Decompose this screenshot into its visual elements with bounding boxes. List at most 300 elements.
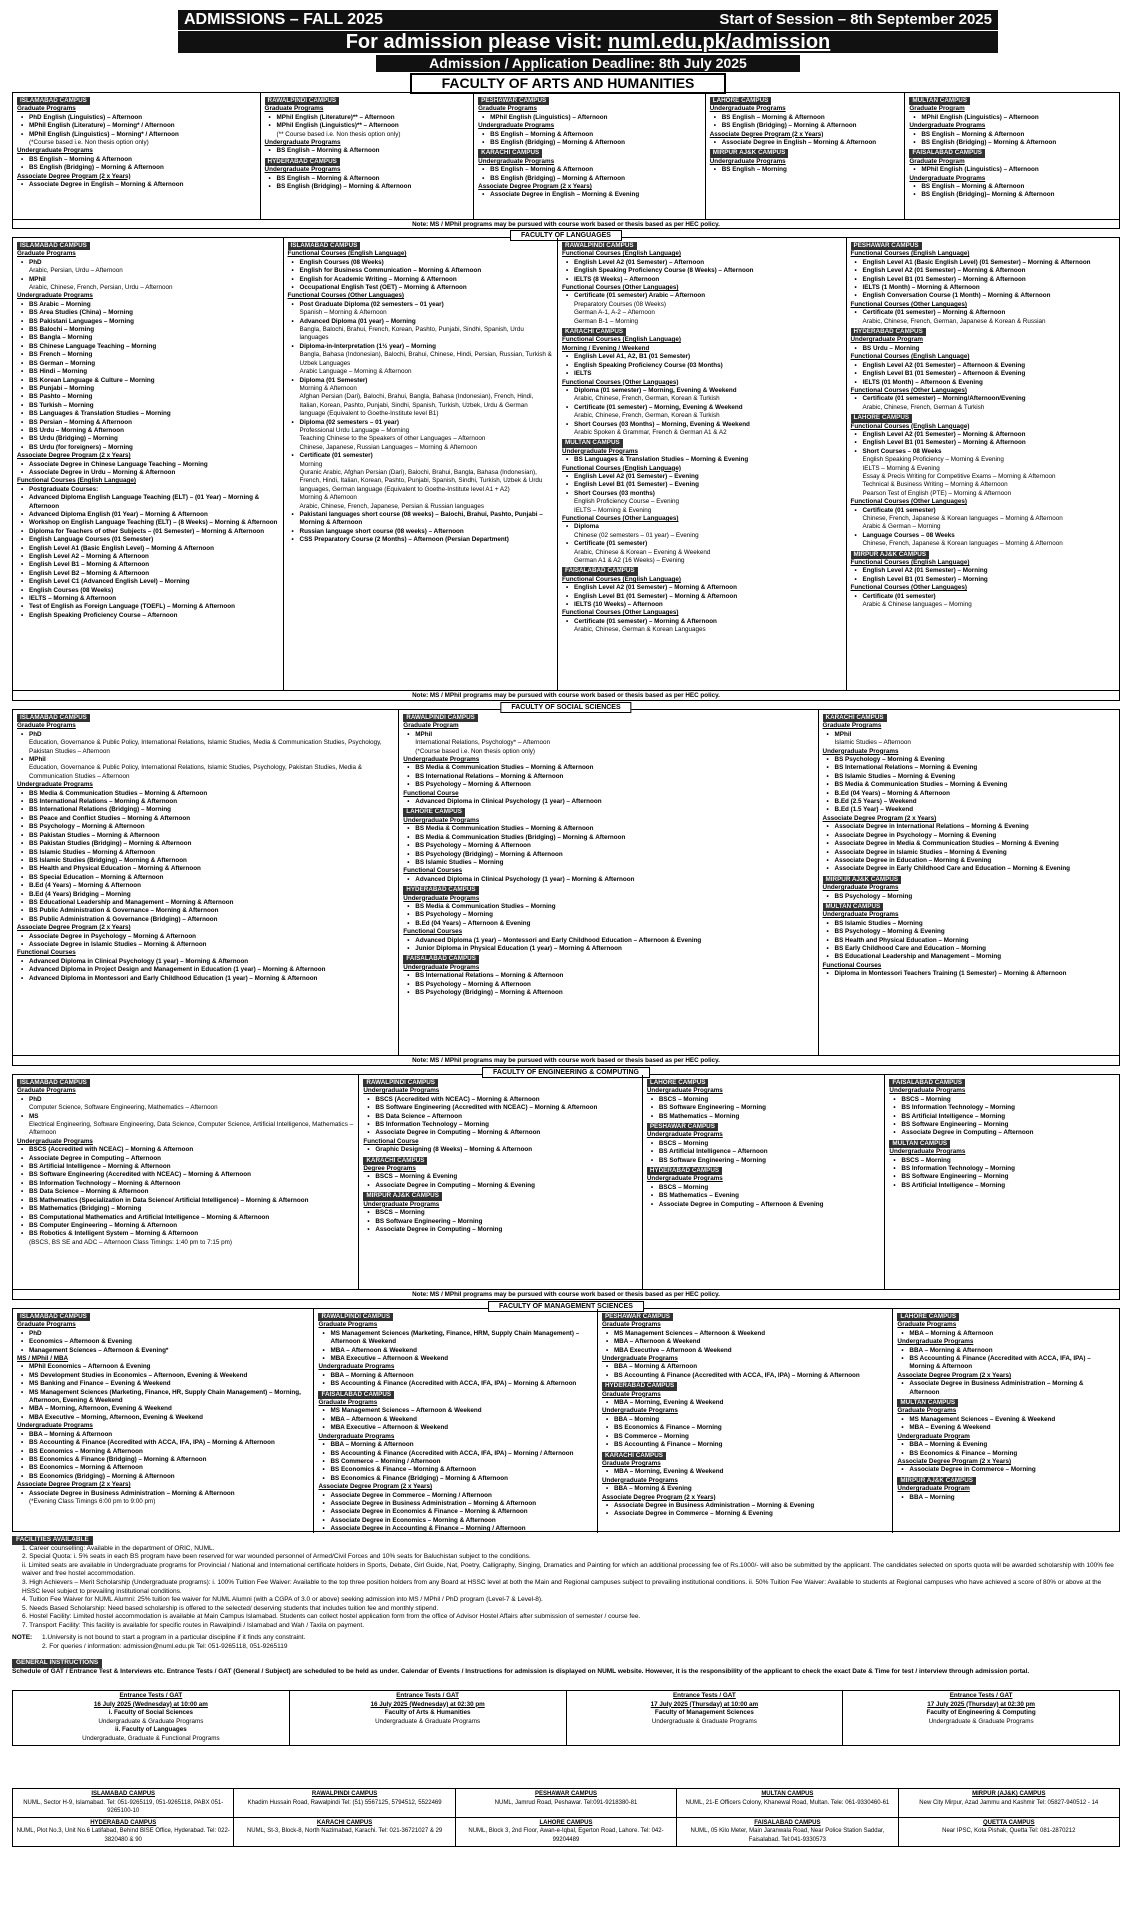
program-item: • BS Korean Language & Culture – Morning [17, 377, 279, 385]
program-item: • English Level B1 (01 Semester) – Afternoon & Evening [851, 370, 1116, 378]
program-item: • Associate Degree in Computing – Morning [363, 1226, 637, 1234]
test-slot [843, 1691, 1120, 1746]
program-item: • BS Islamic Studies – Morning & Afternoon [17, 849, 394, 857]
program-item: • BS Punjabi – Morning [17, 385, 279, 393]
section-languages [12, 232, 1120, 701]
arts-column [13, 93, 261, 219]
program-item: • English Level A2 (01 Semester) – Morning & Afternoon [851, 431, 1116, 439]
program-category: Undergraduate Programs [822, 884, 899, 892]
campus-heading: MULTAN CAMPUS [889, 1140, 950, 1148]
program-category: Graduate Program [909, 105, 965, 113]
program-item: • BSCS – Morning & Evening [363, 1173, 637, 1181]
program-item: • BS Area Studies (China) – Morning [17, 309, 279, 317]
program-item: • BSCS – Morning [889, 1096, 1115, 1104]
section-engineering [12, 1069, 1120, 1300]
program-item: • MPhil [17, 276, 279, 284]
program-item: • BBA – Morning [897, 1494, 1115, 1502]
program-item: • Associate Degree in English – Morning & Afternoon [17, 181, 256, 189]
program-item: • B.Ed (4 Years) Bridging – Morning [17, 891, 394, 899]
program-item: • Associate Degree in Islamic Studies – Morning & Afternoon [17, 941, 394, 949]
program-item: • BS English – Morning & Afternoon [265, 147, 470, 155]
program-item: • BS Urdu (for foreigners) – Morning [17, 444, 279, 452]
program-item: • BS Public Administration & Governance (Bridging) – Afternoon [17, 916, 394, 924]
program-item: • Diploma in Montessori Teachers Training (1 Semester) – Morning & Afternoon [823, 970, 1115, 978]
campus-heading: FAISALABAD CAMPUS [909, 149, 985, 157]
campus-heading: MIRPUR AJ&K CAMPUS [710, 149, 789, 157]
campus-contact [13, 1789, 234, 1818]
program-item: • English Level B1 (01 Semester) – Morning & Afternoon [851, 276, 1116, 284]
program-item: • BS Computer Engineering – Morning & Afternoon [17, 1222, 354, 1230]
facility-item: 1. Career counselling: Available in the department of ORIC, NUML. [22, 1544, 215, 1552]
languages-title: FACULTY OF LANGUAGES [510, 230, 622, 241]
program-category: Associate Degree Program (2 x Years) [601, 1493, 716, 1501]
program-detail: IELTS – Morning & Evening [862, 464, 940, 472]
program-category: Functional Courses (Other Languages) [850, 386, 968, 394]
program-item: • BS International Relations – Morning & Afternoon [403, 972, 813, 980]
program-detail: Pearson Test of English (PTE) – Morning & Afternoon [862, 489, 1012, 497]
program-item: • BS Software Engineering – Morning [647, 1104, 881, 1112]
program-item: • BS Mathematics (Bridging) – Morning [17, 1205, 354, 1213]
program-category: Graduate Programs [897, 1407, 957, 1415]
arts-column [261, 93, 475, 219]
program-item: • BS Health and Physical Education – Morning & Afternoon [17, 865, 394, 873]
campus-contact [677, 1789, 898, 1818]
program-item: • BS English (Bridging) – Morning & Afternoon [710, 122, 901, 130]
program-category: Associate Degree Program (2 x Years) [17, 1481, 131, 1489]
program-item: • BSCS – Morning [647, 1096, 881, 1104]
program-item: • Associate Degree in Commerce – Morning / Afternoon [318, 1492, 592, 1500]
general-title: GENERAL INSTRUCTIONS [12, 1659, 102, 1668]
test-s1: Undergraduate & Graduate Programs [375, 1717, 481, 1725]
program-category: Functional Courses (Other Languages) [850, 584, 968, 592]
program-item: • MS [17, 1113, 354, 1121]
program-category: Morning / Evening / Weekend [562, 344, 650, 352]
program-item: • English Speaking Proficiency Course – Afternoon [17, 612, 279, 620]
program-item: • English Speaking Proficiency Course (8 Weeks) – Afternoon [562, 267, 841, 275]
program-item: • BS Software Engineering – Morning [363, 1218, 637, 1226]
campus-heading: HYDERABAD CAMPUS [403, 886, 478, 894]
program-item: • MS Management Sciences (Marketing, Finance, HR, Supply Chain Management) – Morning, Afternoon, Evening & Weekend [17, 1389, 309, 1406]
program-category: Functional Course [363, 1137, 419, 1145]
campus-heading: LAHORE CAMPUS [403, 808, 465, 816]
program-item: • Certificate (01 semester) [851, 507, 1116, 515]
facilities-title: FACILITIES AVAILABLE [12, 1536, 93, 1545]
program-item: • BS English (Bridging) – Morning & Afternoon [478, 139, 701, 147]
program-item: • Associate Degree in Computing – Morning & Evening [363, 1182, 637, 1190]
program-detail: Arabic, Persian, Urdu – Afternoon [29, 267, 123, 275]
management-column [13, 1309, 314, 1533]
program-item: • BSCS – Morning [363, 1209, 637, 1217]
program-item: • BS Pashto – Morning [17, 393, 279, 401]
program-category: Undergraduate Programs [17, 147, 93, 155]
test-f1: i. Faculty of Social Sciences [108, 1709, 194, 1717]
program-item: • MBA – Afternoon & Weekend [318, 1416, 592, 1424]
test-d: 16 July 2025 (Wednesday) at 02:30 pm [370, 1700, 485, 1708]
program-item: • English for Business Communication – Morning & Afternoon [288, 267, 554, 275]
program-item: • English Level A2 (01 Semester) – Evening [562, 473, 841, 481]
facility-item: ii. Limited seats are available in Undergraduate programs for Provincial / National and International certificate holders in Sports, Debate, Girl Guide, Nat, Poetry, Calligraphy, Singing, Dramatics and Painting for which an additional processing fee of Rs.1000/- will also be submitted by the applicant. The candidates selected on sports quota will be awarded scholarship with 100% fee waiver and free hostel accommodation. [22, 1561, 1114, 1578]
program-item: • English Level A2 – Morning & Afternoon [17, 553, 279, 561]
languages-note: Note: MS / MPhil programs may be pursued with course work based or thesis based as per HEC policy. [13, 690, 1119, 701]
program-item: • BS German – Morning [17, 360, 279, 368]
program-item: • Certificate (01 semester) – Morning, Evening & Weekend [562, 404, 841, 412]
program-item: • English Level B1 (01 Semester) – Morning [851, 576, 1116, 584]
program-item: • BS English – Morning & Afternoon [909, 131, 1115, 139]
program-item: • English Language Courses (01 Semester) [17, 536, 279, 544]
program-item: • Diploma for Teachers of other Subjects – (01 Semester) – Morning & Afternoon [17, 528, 279, 536]
facility-item: 6. Hostel Facility: Limited hostel accommodation is available at Main Campus Islamabad. Students can collect hostel application form from the office of Advisor Hostel Affairs after submission of semester / course fee. [22, 1613, 641, 1621]
program-item: • BS International Relations – Morning & Evening [823, 764, 1115, 772]
program-item: • Junior Diploma in Physical Education (1 year) – Morning & Afternoon [403, 945, 813, 953]
program-category: Associate Degree Program (2 x Years) [897, 1371, 1012, 1379]
program-item: • Short Courses (03 months) [562, 490, 841, 498]
test-slot [289, 1691, 566, 1746]
program-category: Undergraduate Programs [909, 174, 986, 182]
section-social-sciences [12, 704, 1120, 1066]
program-detail: (** Course based i.e. Non thesis option only) [276, 130, 401, 138]
facility-item: 2. Special Quota: i. 5% seats in each BS program have been reserved for war wounded personnel of Armed/Civil Forces and 10% seats for Baluchistan subject to the conditions. [22, 1553, 531, 1561]
campus-heading: ISLAMABAD CAMPUS [17, 242, 90, 250]
management-column [598, 1309, 893, 1533]
campus-contact [898, 1789, 1119, 1818]
program-item: • BS Psychology – Morning [403, 911, 813, 919]
management-column [314, 1309, 597, 1533]
program-category: Undergraduate Programs [822, 747, 899, 755]
program-category: Graduate Programs [17, 722, 76, 730]
note-2: 2. For queries / information: admission@numl.edu.pk Tel: 051-9265118, 051-9265119 [42, 1642, 288, 1650]
test-d: 16 July 2025 (Wednesday) at 10:00 am [93, 1700, 208, 1708]
program-item: • MBA – Morning, Evening & Weekend [602, 1399, 888, 1407]
program-item: • Associate Degree in Psychology – Morning & Afternoon [17, 933, 394, 941]
program-item: • Advanced Diploma in Project Design and Management in Education (1 year) – Morning & Afternoon [17, 966, 394, 974]
program-item: • MPhil English (Linguistics) – Afternoon [909, 114, 1115, 122]
program-category: Functional Courses (Other Languages) [562, 284, 679, 292]
program-item: • BS Software Engineering – Morning [889, 1121, 1115, 1129]
program-category: Graduate Programs [601, 1459, 661, 1467]
campus-heading: ISLAMABAD CAMPUS [288, 242, 361, 250]
program-item: • BS Psychology (Bridging) – Morning & Afternoon [403, 851, 813, 859]
program-item: • Graphic Designing (8 Weeks) – Morning & Afternoon [363, 1146, 637, 1154]
faculty-arts-title: FACULTY OF ARTS AND HUMANITIES [410, 73, 726, 94]
program-item: • BS Information Technology – Morning [363, 1121, 637, 1129]
visit-banner [178, 31, 998, 53]
program-category: Undergraduate Programs [264, 166, 341, 174]
program-item: • English Level A2 (01 Semester) – Afternoon [562, 259, 841, 267]
program-item: • BS Artificial Intelligence – Afternoon [647, 1148, 881, 1156]
campus-contact [455, 1817, 676, 1846]
program-category: Undergraduate Programs [403, 756, 480, 764]
campus-heading: HYDERABAD CAMPUS [647, 1167, 722, 1175]
program-item: • BS Information Technology – Morning [889, 1104, 1115, 1112]
program-detail: Arabic, Chinese, French, Persian, Urdu – Afternoon [29, 284, 173, 292]
program-category: Associate Degree Program (2 x Years) [709, 130, 824, 138]
program-item: • BS Media & Communication Studies – Morning [403, 903, 813, 911]
program-item: • BS Educational Leadership and Management – Morning [823, 953, 1115, 961]
admissions-title: ADMISSIONS – FALL 2025 [178, 10, 588, 30]
engineering-column [13, 1075, 359, 1289]
program-item: • BS Pakistan Studies – Morning & Afternoon [17, 832, 394, 840]
program-item: • BS Accounting & Finance (Accredited with ACCA, IFA, IPA) – Morning & Afternoon [897, 1355, 1115, 1372]
test-s1: Undergraduate & Graduate Programs [651, 1717, 757, 1725]
test-d: 17 July 2025 (Thursday) at 02:30 pm [927, 1700, 1036, 1708]
campus-contact [234, 1817, 455, 1846]
social-column [13, 710, 399, 1055]
program-detail: International Relations, Psychology* – Afternoon [415, 739, 551, 747]
program-item: • MBA Executive – Afternoon & Weekend [318, 1355, 592, 1363]
program-item: • MS Management Sciences (Marketing, Finance, HRM, Supply Chain Management) – Afternoon & Weekend [318, 1330, 592, 1347]
program-item: • MPhil English (Literature) – Morning* / Afternoon [17, 122, 256, 130]
test-h: Entrance Tests / GAT [672, 1692, 736, 1699]
program-detail: Islamic Studies – Afternoon [834, 739, 911, 747]
program-category: Functional Courses [403, 928, 463, 936]
program-item: • BS Artificial Intelligence – Morning [889, 1113, 1115, 1121]
test-s1: Undergraduate & Graduate Programs [98, 1717, 204, 1725]
campus-heading: LAHORE CAMPUS [897, 1313, 959, 1321]
campus-heading: MIRPUR AJ&K CAMPUS [823, 876, 902, 884]
program-item: • Certificate (01 semester) [288, 452, 554, 460]
program-item: • MBA Executive – Morning, Afternoon, Evening & Weekend [17, 1414, 309, 1422]
program-detail: Arabic, Chinese, French, German, Korean & Turkish [574, 395, 720, 403]
program-item: • BS Psychology – Morning & Evening [823, 928, 1115, 936]
program-item: • Diploma [562, 523, 841, 531]
program-item: • Associate Degree in Islamic Studies – Morning & Evening [823, 849, 1115, 857]
program-item: • CSS Preparatory Course (2 Months) – Afternoon (Persian Department) [288, 536, 554, 544]
program-category: Undergraduate Programs [709, 157, 786, 165]
program-item: • Associate Degree in Early Childhood Care and Education – Morning & Evening [823, 865, 1115, 873]
program-item: • Certificate (01 semester) – Morning & Afternoon [851, 309, 1116, 317]
program-item: • MBA Executive – Afternoon & Weekend [318, 1424, 592, 1432]
program-detail: English Proficiency Course – Evening [574, 498, 680, 506]
program-item: • BS Urdu – Morning [851, 345, 1116, 353]
program-item: • MPhil English (Linguistics)** – Afternoon [265, 122, 470, 130]
program-item: • English Level B1 (01 Semester) – Morning & Afternoon [562, 593, 841, 601]
program-category: Degree Programs [363, 1165, 416, 1173]
program-item: • BS Psychology – Morning & Afternoon [17, 823, 394, 831]
campus-contact-name: FAISALABAD CAMPUS [754, 1819, 821, 1826]
program-item: • BS International Relations – Morning & Afternoon [17, 798, 394, 806]
program-item: • BS English – Morning & Afternoon [710, 114, 901, 122]
program-category: Graduate Program [403, 722, 459, 730]
facility-item: 4. Tuition Fee Waiver for NUML Alumni: 25% tuition fee waiver for NUML Alumni (with a CGPA of 3.0 or above) seeking admission into MS / MPhil / PhD program (Level-7 & Level-8). [22, 1596, 543, 1604]
section-management [12, 1303, 1120, 1533]
program-item: • B.Ed (04 Years) – Morning & Afternoon [823, 790, 1115, 798]
program-item: • BS Data Science – Morning & Afternoon [17, 1188, 354, 1196]
program-item: • BBA – Morning & Evening [897, 1441, 1115, 1449]
program-item: • Certificate (01 semester) – Morning/Afternoon/Evening [851, 395, 1116, 403]
test-h: Entrance Tests / GAT [396, 1692, 459, 1699]
campus-contact-name: RAWALPINDI CAMPUS [311, 1791, 378, 1797]
program-category: Functional Courses (English Language) [17, 477, 136, 485]
campus-contact-address: NUML, 21-E Officers Colony, Khanewal Road, Multan. Tele: 061-9330460-61 [685, 1799, 890, 1806]
program-item: • Pakistani languages short course (08 weeks) – Balochi, Brahui, Pashto, Punjabi – Morning & Afternoon [288, 511, 554, 528]
program-category: Functional Courses (English Language) [562, 336, 681, 344]
program-item: • Associate Degree in English – Morning & Afternoon [710, 139, 901, 147]
program-category: Undergraduate Programs [601, 1476, 678, 1484]
program-category: Graduate Programs [318, 1399, 378, 1407]
program-category: Graduate Programs [17, 1321, 76, 1329]
program-item: • BS Bangla – Morning [17, 334, 279, 342]
program-category: Undergraduate Programs [646, 1131, 723, 1139]
program-item: • BS Media & Communication Studies – Morning & Afternoon [403, 825, 813, 833]
program-item: • BS English – Morning & Afternoon [265, 175, 470, 183]
engineering-column [359, 1075, 642, 1289]
program-detail: Chinese, Japanese, Russian Languages – Morning & Afternoon [299, 443, 477, 451]
program-item: • Associate Degree in Computing – Afternoon [889, 1129, 1115, 1137]
program-item: • BBA – Morning & Evening [602, 1485, 888, 1493]
program-item: • Certificate (01 semester) [562, 540, 841, 548]
program-item: • BS Islamic Studies – Morning [403, 859, 813, 867]
program-item: • Associate Degree in Business Administration – Morning & Afternoon [897, 1380, 1115, 1397]
program-item: • Diploma-in-Interpretation (1½ year) – Morning [288, 343, 554, 351]
campus-contact-name: ISLAMABAD CAMPUS [91, 1791, 156, 1797]
program-detail: Morning & Afternoon [299, 384, 357, 392]
section-arts-humanities [12, 92, 1120, 229]
campus-heading: KARACHI CAMPUS [602, 1452, 666, 1460]
campus-heading: FAISALABAD CAMPUS [403, 955, 479, 963]
program-detail: Spanish – Morning & Afternoon [299, 309, 387, 317]
program-item: • BBA – Morning & Afternoon [897, 1347, 1115, 1355]
program-item: • MS Management Sciences – Evening & Weekend [897, 1416, 1115, 1424]
program-item: • PhD English (Linguistics) – Afternoon [17, 114, 256, 122]
program-detail: Afghan Persian (Dari), Balochi, Brahui, Bangla, Bahasa (Indonesian), French, Hindi, Italian, Korean, Pashto, Punjabi, Sindhi, Spanish, Turkish, Uzbek, Urdu & German language (Equivalent to Goethe-Institute level B1) [299, 393, 534, 418]
program-category: Undergraduate Program [850, 336, 923, 344]
program-item: • MBA – Evening & Weekend [897, 1424, 1115, 1432]
campus-heading: MULTAN CAMPUS [909, 97, 970, 105]
program-item: • BS Languages & Translation Studies – Morning [17, 410, 279, 418]
campus-contact-name: HYDERABAD CAMPUS [90, 1819, 157, 1826]
campus-contact-address: NUML, 05 Kilo Meter, Main Jaranwala Road, Near Police Station Saddar, Faisalabad. Tel:041-9330573 [690, 1828, 885, 1843]
program-item: • BS Accounting & Finance (Accredited with ACCA, IFA, IPA) – Morning & Afternoon [17, 1439, 309, 1447]
languages-column [284, 238, 559, 690]
program-item: • BS Health and Physical Education – Morning [823, 937, 1115, 945]
campus-heading: PESHAWAR CAMPUS [851, 242, 922, 250]
program-item: • Associate Degree in Computing – Afternoon [17, 1155, 354, 1163]
campus-contact [234, 1789, 455, 1818]
program-detail: Professional Urdu Language – Morning [299, 426, 410, 434]
program-category: Undergraduate Programs [709, 105, 786, 113]
campus-heading: RAWALPINDI CAMPUS [562, 242, 637, 250]
program-category: Functional Courses [17, 949, 76, 957]
program-category: Undergraduate Programs [318, 1432, 395, 1440]
program-item: • BS Software Engineering (Accredited with NCEAC) – Morning & Afternoon [363, 1104, 637, 1112]
program-item: • BS Software Engineering (Accredited with NCEAC) – Morning & Afternoon [17, 1171, 354, 1179]
campus-heading: MIRPUR AJ&K CAMPUS [897, 1477, 976, 1485]
program-item: • Associate Degree in Computing – Afternoon & Evening [647, 1201, 881, 1209]
test-d: 17 July 2025 (Thursday) at 10:00 am [650, 1700, 759, 1708]
program-item: • BS Accounting & Finance (Accredited with ACCA, IFA, IPA) – Morning & Afternoon [318, 1380, 592, 1388]
program-item: • PhD [17, 259, 279, 267]
test-slot [13, 1691, 290, 1746]
program-detail: Arabic Language – Morning & Afternoon [299, 368, 412, 376]
program-detail: Arabic, Chinese, French, Japanese, Persian & Russian languages [299, 502, 484, 510]
program-category: Undergraduate Programs [17, 1137, 93, 1145]
program-item: • BS Economics – Morning & Afternoon [17, 1448, 309, 1456]
program-item: • Advanced Diploma in Clinical Psychology (1 year) – Morning & Afternoon [17, 958, 394, 966]
campus-heading: ISLAMABAD CAMPUS [17, 97, 90, 105]
program-item: • BS Economics & Finance – Morning [602, 1424, 888, 1432]
program-item: • Associate Degree in International Relations – Morning & Evening [823, 823, 1115, 831]
program-item: • IELTS (8 Weeks) – Afternoon [562, 276, 841, 284]
program-item: • BSCS (Accredited with NCEAC) – Morning & Afternoon [17, 1146, 354, 1154]
program-detail: Bangla, Bahasa (Indonesian), Balochi, Brahui, Chinese, Hindi, Persian, Russian, Turkish & Uzbek Languages [299, 351, 552, 367]
engineering-title: FACULTY OF ENGINEERING & COMPUTING [482, 1067, 650, 1078]
program-item: • BSCS – Morning [889, 1157, 1115, 1165]
program-category: Functional Course [403, 789, 459, 797]
program-item: • BS English – Morning & Afternoon [17, 156, 256, 164]
program-category: Functional Courses (English Language) [850, 250, 970, 258]
campus-heading: PESHAWAR CAMPUS [478, 97, 549, 105]
program-category: Undergraduate Programs [646, 1175, 723, 1183]
program-category: Associate Degree Program (2 x Years) [318, 1483, 433, 1491]
program-item: • BS Mathematics – Morning [647, 1113, 881, 1121]
program-detail: (*Course based i.e. Non thesis option only) [29, 139, 149, 147]
program-category: Undergraduate Program [897, 1432, 970, 1440]
program-item: • English Level B2 – Morning & Afternoon [17, 570, 279, 578]
program-item: • English for Academic Writing – Morning & Afternoon [288, 276, 554, 284]
program-item: • MBA – Morning & Afternoon [897, 1330, 1115, 1338]
campus-heading: HYDERABAD CAMPUS [602, 1382, 677, 1390]
facility-item: 3. High Achievers – Merit Scholarship (Undergraduate programs): i. 100% Tuition Fee Waiver: Available to the top three position holders from any Board at HSSC level at both the Main and Regional campuses subject to prevailing institutional conditions. ii. 50% Tuition Fee Waiver: Available to students at Regional campuses who have achieved a score of 80% or above at the HSSC level subject to prevailing institutional conditions. [22, 1578, 1102, 1595]
program-category: Functional Courses [822, 961, 882, 969]
campus-contact-address: NUML, Jamrud Road, Peshawar. Tel:091-9218380-81 [494, 1799, 638, 1806]
program-category: Functional Courses (English Language) [562, 464, 681, 472]
program-item: • MPhil Economics – Afternoon & Evening [17, 1363, 309, 1371]
program-category: Undergraduate Program [897, 1485, 970, 1493]
program-category: Associate Degree Program (2 x Years) [822, 814, 937, 822]
campus-heading: MULTAN CAMPUS [823, 903, 884, 911]
program-item: • Associate Degree in Psychology – Morning & Evening [823, 832, 1115, 840]
program-item: • B.Ed (1.5 Year) – Weekend [823, 806, 1115, 814]
program-item: • English Level B1 (01 Semester) – Morning & Afternoon [851, 439, 1116, 447]
program-item: • Associate Degree in Commerce – Morning & Evening [602, 1510, 888, 1518]
note-1: 1.University is not bound to start a program in a particular discipline if it finds any constraint. [42, 1634, 306, 1641]
program-item: • MS Management Sciences – Afternoon & Weekend [318, 1407, 592, 1415]
program-category: Associate Degree Program (2 x Years) [17, 924, 131, 932]
program-detail: (*Course based i.e. Non thesis option only) [415, 747, 536, 755]
program-item: • IELTS – Morning & Afternoon [17, 595, 279, 603]
program-item: • BS Information Technology – Morning & Afternoon [17, 1180, 354, 1188]
program-category: Functional Courses (English Language) [562, 575, 681, 583]
program-category: Functional Courses (English Language) [850, 559, 970, 567]
campus-contact-name: LAHORE CAMPUS [539, 1819, 593, 1826]
program-detail: Arabic, Chinese, German & Korean Languages [574, 626, 706, 634]
program-category: Functional Courses (English Language) [850, 422, 970, 430]
program-item: • MS Management Sciences – Afternoon & Weekend [602, 1330, 888, 1338]
program-category: Associate Degree Program (2 x Years) [17, 452, 131, 460]
program-item: • MBA Executive – Afternoon & Weekend [602, 1347, 888, 1355]
program-category: Functional Courses (English Language) [287, 250, 407, 258]
program-category: Undergraduate Programs [318, 1363, 395, 1371]
program-category: Undergraduate Programs [889, 1148, 966, 1156]
program-item: • Associate Degree in Education – Morning & Evening [823, 857, 1115, 865]
facility-item: 5. Needs Based Scholarship: Need based scholarship is offered to the selected/ deserving students that includes tuition fee and monthly stipend. [22, 1604, 439, 1612]
social-column [399, 710, 818, 1055]
program-item: • BS Psychology – Morning & Afternoon [403, 842, 813, 850]
program-category: Graduate Programs [601, 1390, 661, 1398]
program-item: • BS Software Engineering – Morning [889, 1173, 1115, 1181]
program-detail: Education, Governance & Public Policy, International Relations, Islamic Studies, Media & Communication Studies, Psychology, Pakistan Studies – Afternoon [29, 739, 382, 755]
program-category: Undergraduate Programs [646, 1087, 723, 1095]
program-item: • BS Arabic – Morning [17, 301, 279, 309]
program-item: • BS Pakistan Studies (Bridging) – Morning & Afternoon [17, 840, 394, 848]
campus-heading: FAISALABAD CAMPUS [889, 1079, 965, 1087]
program-category: Associate Degree Program (2 x Years) [17, 172, 131, 180]
program-item: • BS English (Bridging) – Morning & Afternoon [909, 139, 1115, 147]
program-item: • MPhil English (Literature)** – Afternoon [265, 114, 470, 122]
admission-url-link[interactable]: numl.edu.pk/admission [608, 31, 831, 53]
program-detail: Teaching Chinese to the Speakers of other Languages – Afternoon [299, 435, 486, 443]
program-category: Associate Degree Program (2 x Years) [478, 183, 592, 191]
